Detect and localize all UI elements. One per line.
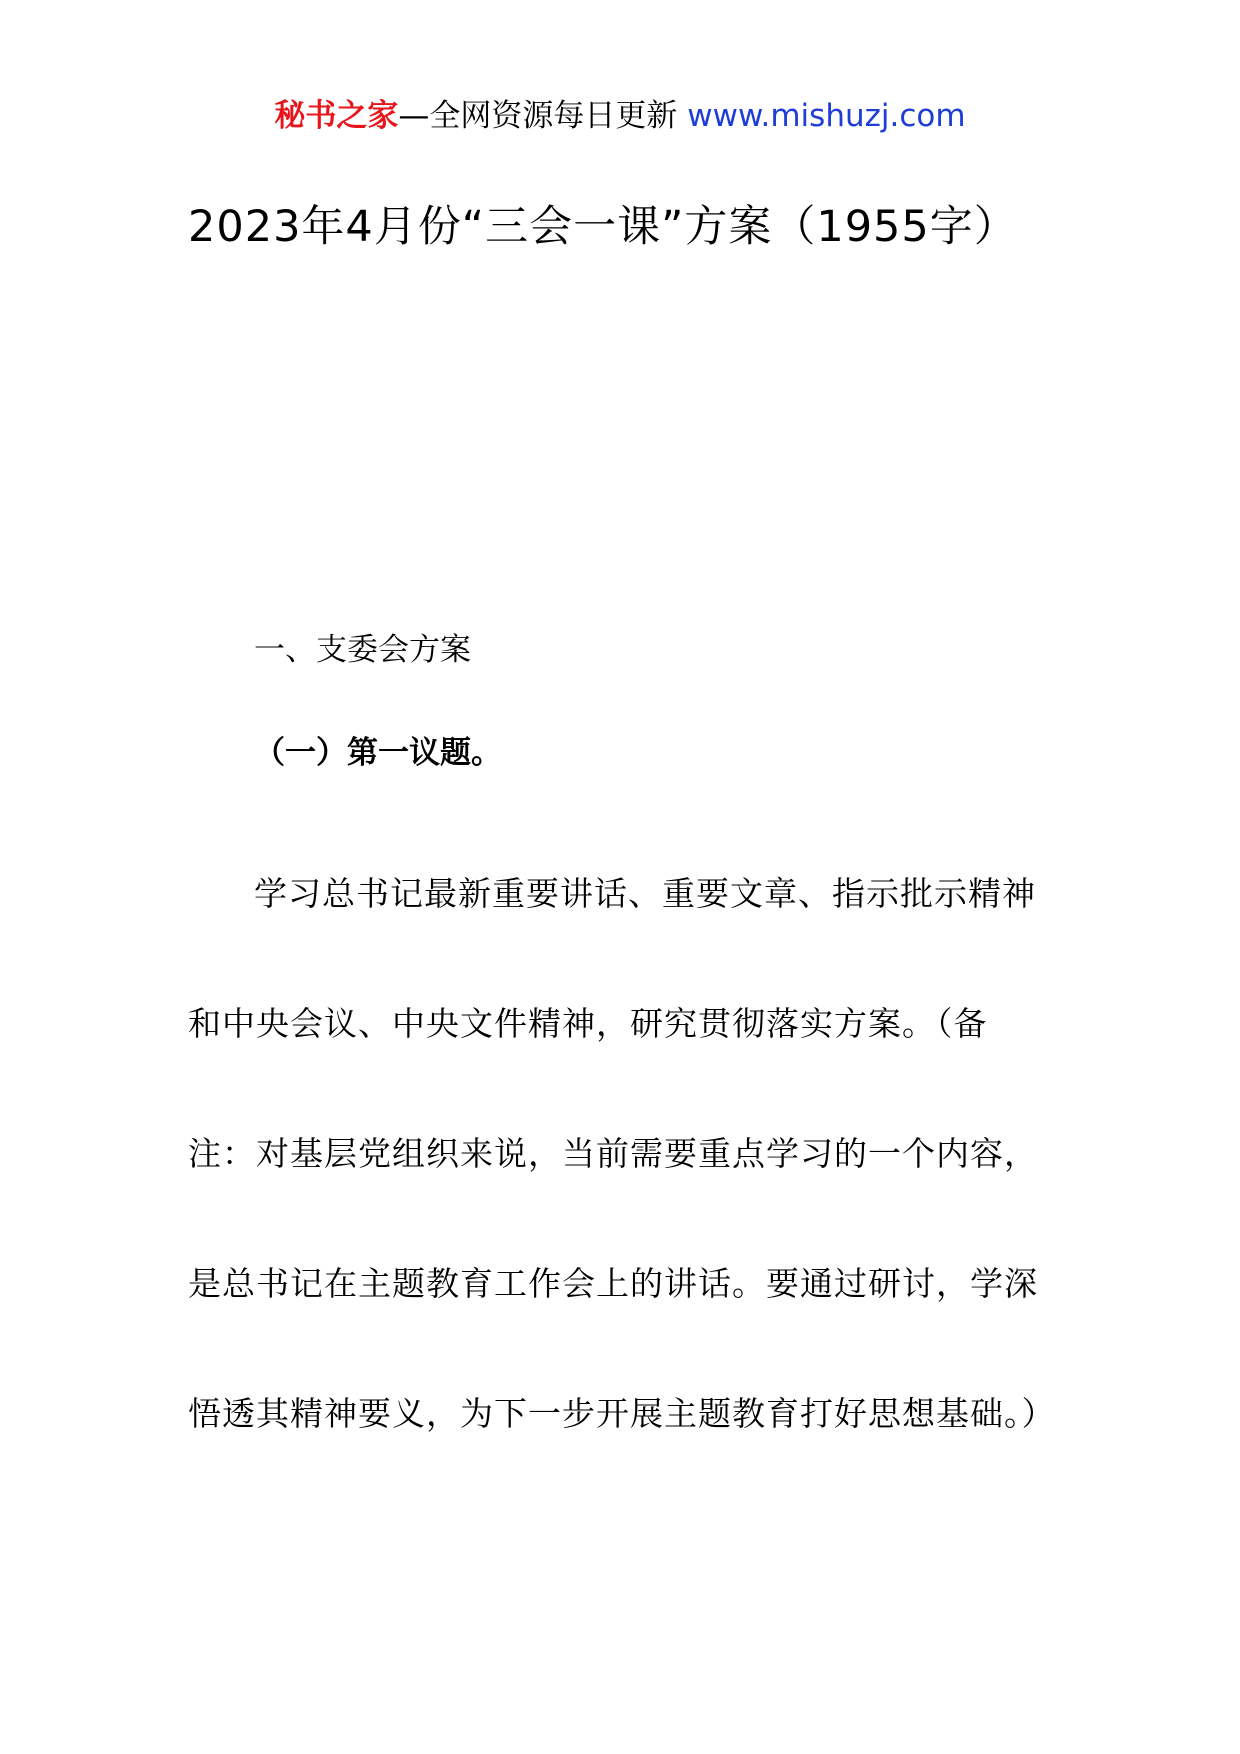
section-heading: 一、支委会方案: [254, 632, 471, 668]
body-paragraph: 学习总书记最新重要讲话、重要文章、指示批示精神和中央会议、中央文件精神，研究贯彻落实方案。（备注：对基层党组织来说，当前需要重点学习的一个内容，是总书记在主题教育工作会上的讲话。要通过研讨，学深悟透其精神要义，为下一步开展主题教育打好思想基础。）: [188, 874, 1056, 1433]
brand-name: 秘书之家: [274, 98, 399, 134]
sub-heading: （一）第一议题。: [254, 735, 502, 771]
site-url-link[interactable]: www.mishuzj.com: [687, 98, 966, 134]
document-title: 2023年4月份“三会一课”方案（1955字）: [188, 202, 1018, 252]
site-header: [0, 96, 1240, 136]
header-tagline: —全网资源每日更新: [398, 98, 678, 134]
